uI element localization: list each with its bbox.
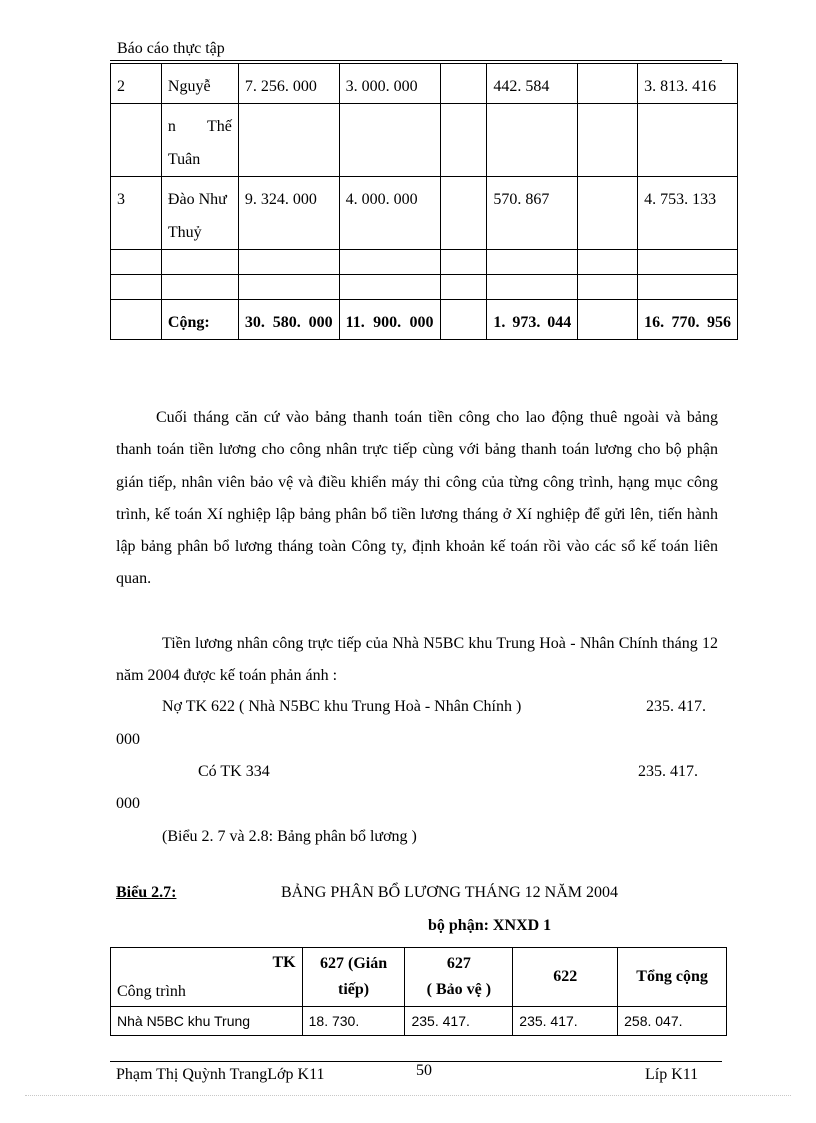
total-row: Cộng: 30. 580. 000 11. 900. 000 1. 973. 044 16. 770. 956 bbox=[111, 300, 738, 340]
credit-entry-amount: 235. 417. bbox=[638, 763, 698, 780]
page-header-title: Báo cáo thực tập bbox=[117, 40, 225, 57]
debit-entry-amount: 235. 417. bbox=[646, 698, 706, 715]
header-622: 622 bbox=[513, 948, 618, 1007]
header-tong-cong: Tổng cộng bbox=[618, 948, 727, 1007]
note-reference: (Biểu 2. 7 và 2.8: Bảng phân bổ lương ) bbox=[162, 828, 417, 845]
page-edge-divider bbox=[25, 1095, 791, 1096]
allocation-table bbox=[110, 947, 727, 1036]
table-row: n Thế Tuân bbox=[111, 104, 738, 177]
page-number: 50 bbox=[416, 1062, 432, 1079]
paragraph-allocation: Cuối tháng căn cứ vào bảng thanh toán tiền công cho lao động thuê ngoài và bảng thanh toán tiền lương cho công nhân trực tiếp cùng với bảng thanh toán lương cho bộ phận gián tiếp, nhân viên bảo vệ và điều khiển máy thi công của từng công trình, hạng mục công trình, kế toán Xí nghiệp lập bảng phân bổ tiền lương tháng ở Xí nghiệp để gửi lên, tiến hành lập bảng phân bổ lương tháng toàn Công ty, định khoản kế toán rồi vào các sổ kế toán liên quan. bbox=[116, 409, 718, 588]
header-627-bao-ve-2: ( Bảo vệ ) bbox=[426, 981, 492, 998]
debit-entry-label: Nợ TK 622 ( Nhà N5BC khu Trung Hoà - Nhân Chính ) bbox=[162, 698, 522, 715]
credit-entry-amount-cont: 000 bbox=[116, 795, 140, 812]
debit-entry-amount-cont: 000 bbox=[116, 731, 140, 748]
header-627-bao-ve-1: 627 bbox=[446, 955, 471, 972]
table-title: BẢNG PHÂN BỔ LƯƠNG THÁNG 12 NĂM 2004 bbox=[281, 884, 619, 901]
table-row: Nhà N5BC khu Trung 18. 730. 235. 417. 235. 417. 258. 047. bbox=[111, 1007, 727, 1036]
table-row: 3 Đào Như Thuỷ 9. 324. 000 4. 000. 000 570. 867 4. 753. 133 bbox=[111, 177, 738, 250]
header-627-gian-tiep-1: 627 (Gián bbox=[319, 955, 388, 972]
salary-table bbox=[110, 63, 738, 340]
footer-author: Phạm Thị Quỳnh TrangLớp K11 bbox=[116, 1066, 325, 1083]
table-row bbox=[111, 275, 738, 300]
table-subtitle: bộ phận: XNXD 1 bbox=[428, 917, 552, 934]
credit-entry-label: Có TK 334 bbox=[198, 763, 270, 780]
table-row bbox=[111, 250, 738, 275]
header-rule bbox=[110, 60, 722, 61]
paragraph-direct-labor: Tiền lương nhân công trực tiếp của Nhà N5BC khu Trung Hoà - Nhân Chính tháng 12 năm 2004 được kế toán phản ánh : bbox=[116, 635, 718, 685]
footer-class: Líp K11 bbox=[645, 1066, 699, 1083]
table-header-row bbox=[111, 948, 727, 1007]
header-cong-trinh: Công trình bbox=[117, 983, 186, 1000]
header-627-gian-tiep-2: tiếp) bbox=[338, 981, 370, 998]
header-tk: TK bbox=[272, 954, 296, 971]
table-row: 2 Nguyễ 7. 256. 000 3. 000. 000 442. 584 3. 813. 416 bbox=[111, 64, 738, 104]
table-label: Biểu 2.7: bbox=[116, 884, 177, 901]
